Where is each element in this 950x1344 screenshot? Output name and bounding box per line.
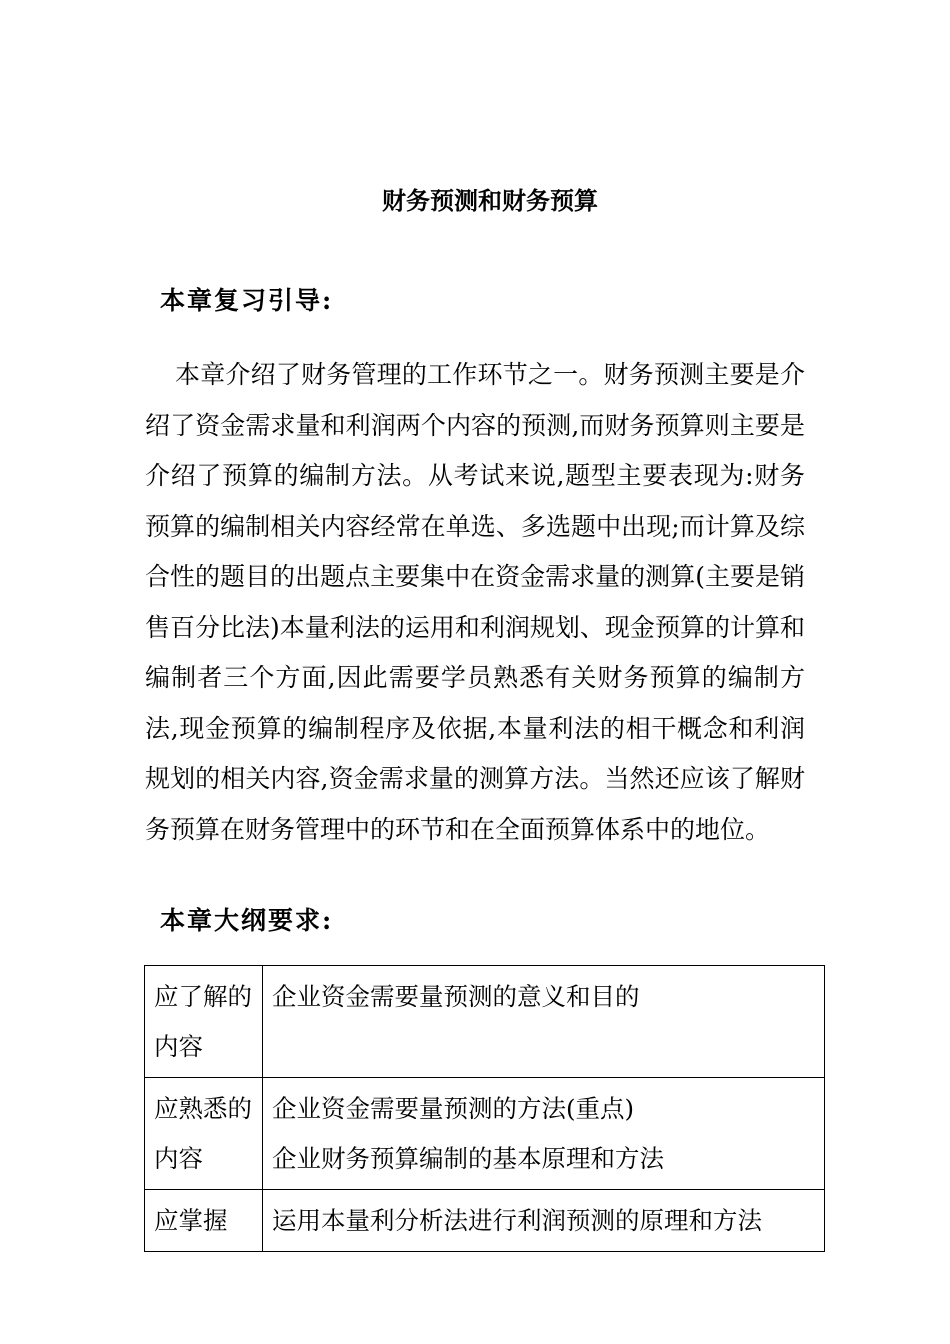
syllabus-requirements-heading: 本章大纲要求: <box>160 906 334 935</box>
table-row <box>145 1078 825 1190</box>
table-row <box>145 1190 825 1252</box>
requirement-item: 企业资金需要量预测的方法(重点) <box>272 1094 635 1123</box>
requirement-item: 运用本量利分析法进行利润预测的原理和方法 <box>272 1206 762 1235</box>
requirement-level-cell: 应掌握 <box>145 1190 263 1252</box>
syllabus-requirements-table <box>144 965 825 1252</box>
review-guide-paragraph: 本章介绍了财务管理的工作环节之一。财务预测主要是介绍了资金需求量和利润两个内容的预测,而财务预算则主要是介绍了预算的编制方法。从考试来说,题型主要表现为:财务预算的编制相关内容经常在单选、多选题中出现;而计算及综合性的题目的出题点主要集中在资金需求量的测算(主要是销售百分比法)本量利法的运用和利润规划、现金预算的计算和编制者三个方面,因此需要学员熟悉有关财务预算的编制方法,现金预算的编制程序及依据,本量利法的相干概念和利润规划的相关内容,资金需求量的测算方法。当然还应该了解财务预算在财务管理中的环节和在全面预算体系中的地位。 <box>145 360 805 844</box>
requirement-content-cell <box>263 966 825 1078</box>
requirement-item: 企业资金需要量预测的意义和目的 <box>272 982 640 1011</box>
requirement-item: 企业财务预算编制的基本原理和方法 <box>272 1144 664 1173</box>
table-row <box>145 966 825 1078</box>
requirement-content-cell <box>263 1078 825 1190</box>
review-guide-heading: 本章复习引导: <box>160 286 334 315</box>
document-title: 财务预测和财务预算 <box>382 187 598 215</box>
requirement-content-cell <box>263 1190 825 1252</box>
requirement-level-cell: 应了解的内容 <box>145 966 263 1078</box>
requirement-level-cell: 应熟悉的内容 <box>145 1078 263 1190</box>
